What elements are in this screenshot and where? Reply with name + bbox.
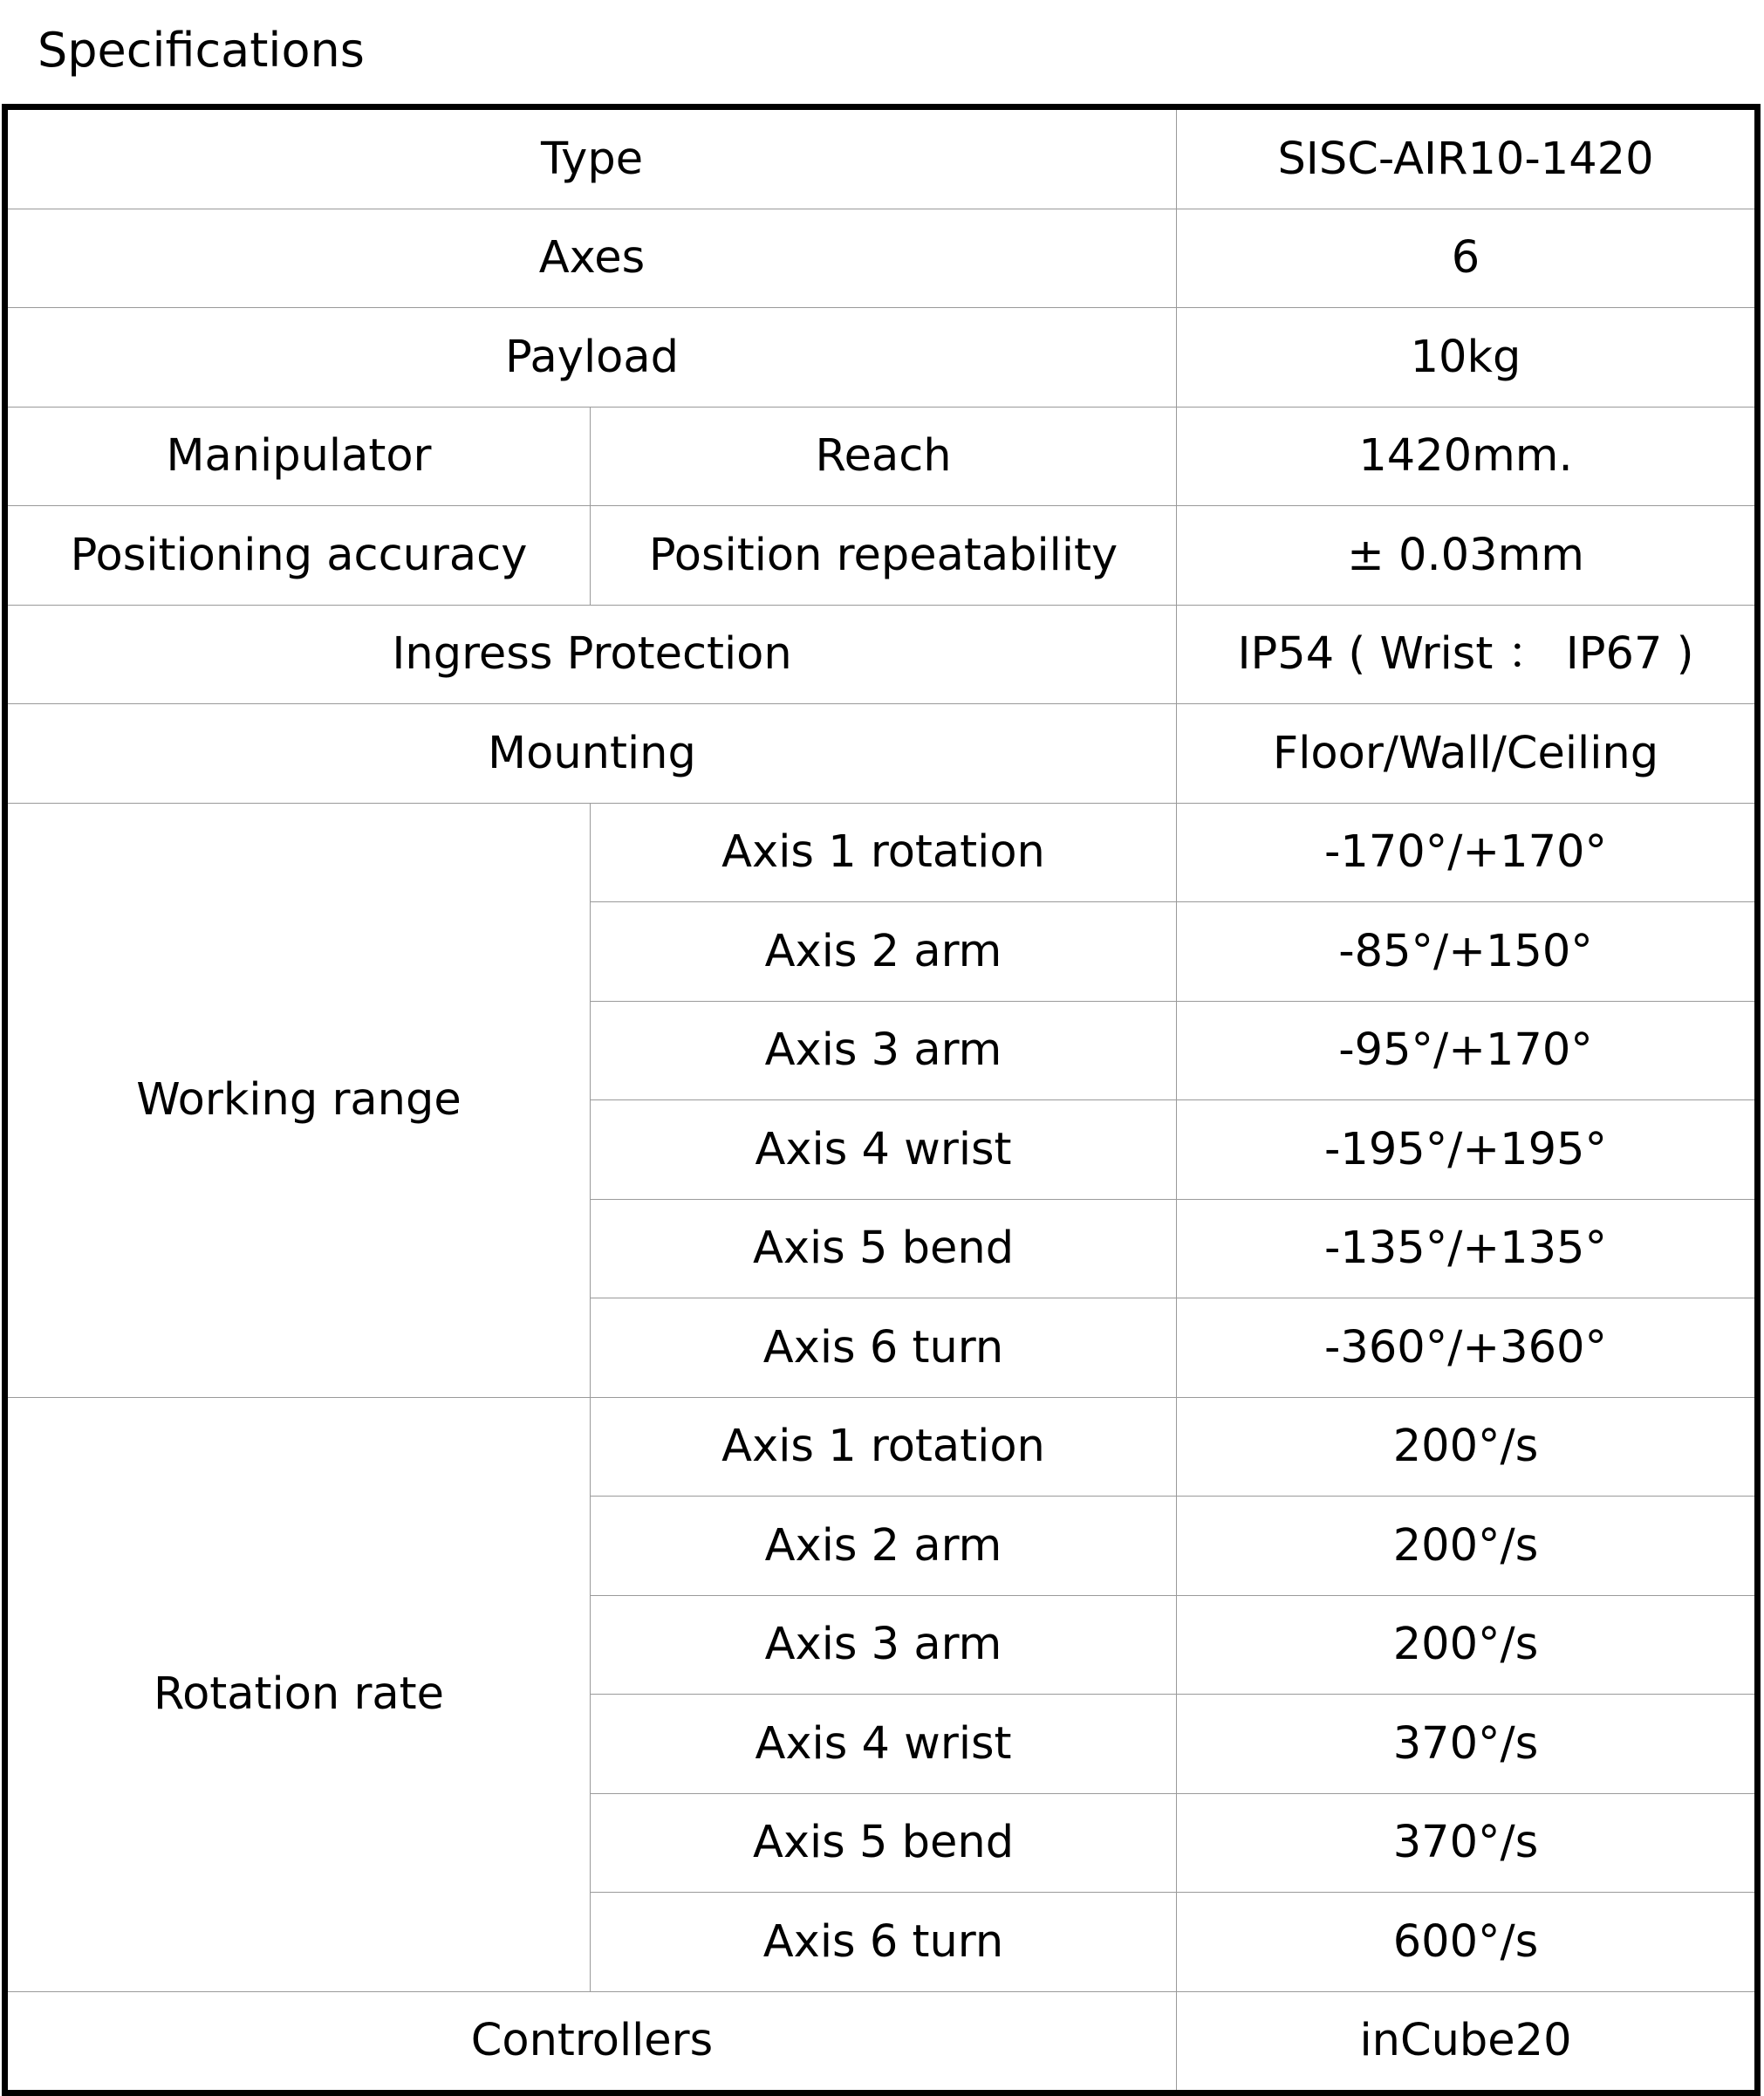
spec-group-manipulator: Manipulator — [5, 407, 591, 506]
spec-label-axes: Axes — [5, 209, 1177, 308]
spec-value-axis: 200°/s — [1177, 1397, 1758, 1497]
spec-value-axis: -135°/+135° — [1177, 1199, 1758, 1298]
table-row-rotation-rate — [5, 1397, 1758, 1497]
table-row-repeatability — [5, 506, 1758, 606]
spec-value-axis: 200°/s — [1177, 1497, 1758, 1596]
spec-value-mounting: Floor/Wall/Ceiling — [1177, 704, 1758, 804]
spec-value-axis: 370°/s — [1177, 1793, 1758, 1893]
spec-label-axis: Axis 2 arm — [591, 1497, 1177, 1596]
spec-value-ingress-protection: IP54 ( Wrist ： IP67 ) — [1177, 605, 1758, 704]
spec-label-type: Type — [5, 107, 1177, 209]
spec-label-axis: Axis 1 rotation — [591, 803, 1177, 902]
spec-value-axis: -360°/+360° — [1177, 1298, 1758, 1398]
spec-value-axis: 600°/s — [1177, 1893, 1758, 1992]
spec-label-axis: Axis 6 turn — [591, 1893, 1177, 1992]
spec-value-axis: -170°/+170° — [1177, 803, 1758, 902]
spec-label-ingress-protection: Ingress Protection — [5, 605, 1177, 704]
table-row-ingress — [5, 605, 1758, 704]
spec-group-positioning-accuracy: Positioning accuracy — [5, 506, 591, 606]
page-title: Specifications — [38, 23, 365, 78]
spec-label-axis: Axis 5 bend — [591, 1199, 1177, 1298]
table-row-controllers — [5, 1991, 1758, 2093]
spec-group-working-range: Working range — [5, 803, 591, 1397]
spec-label-axis: Axis 4 wrist — [591, 1695, 1177, 1794]
table-row-type — [5, 107, 1758, 209]
spec-label-axis: Axis 2 arm — [591, 902, 1177, 1002]
spec-value-type: SISC-AIR10-1420 — [1177, 107, 1758, 209]
spec-label-controllers: Controllers — [5, 1991, 1177, 2093]
spec-label-reach: Reach — [591, 407, 1177, 506]
spec-group-rotation-rate: Rotation rate — [5, 1397, 591, 1991]
spec-label-mounting: Mounting — [5, 704, 1177, 804]
spec-label-axis: Axis 6 turn — [591, 1298, 1177, 1398]
spec-value-axis: 370°/s — [1177, 1695, 1758, 1794]
spec-value-axis: -195°/+195° — [1177, 1100, 1758, 1200]
table-row-payload — [5, 308, 1758, 408]
spec-label-axis: Axis 4 wrist — [591, 1100, 1177, 1200]
spec-value-controllers: inCube20 — [1177, 1991, 1758, 2093]
spec-value-reach: 1420mm. — [1177, 407, 1758, 506]
spec-value-axis: -85°/+150° — [1177, 902, 1758, 1002]
spec-value-axes: 6 — [1177, 209, 1758, 308]
specifications-table — [2, 104, 1761, 2096]
spec-value-axis: -95°/+170° — [1177, 1001, 1758, 1100]
spec-label-axis: Axis 3 arm — [591, 1001, 1177, 1100]
spec-label-axis: Axis 5 bend — [591, 1793, 1177, 1893]
table-row-mounting — [5, 704, 1758, 804]
spec-value-position-repeatability: ± 0.03mm — [1177, 506, 1758, 606]
spec-value-axis: 200°/s — [1177, 1595, 1758, 1695]
spec-value-payload: 10kg — [1177, 308, 1758, 408]
table-row-working-range — [5, 803, 1758, 902]
spec-label-axis: Axis 1 rotation — [591, 1397, 1177, 1497]
spec-label-axis: Axis 3 arm — [591, 1595, 1177, 1695]
table-row-reach — [5, 407, 1758, 506]
spec-label-payload: Payload — [5, 308, 1177, 408]
table-row-axes — [5, 209, 1758, 308]
spec-label-position-repeatability: Position repeatability — [591, 506, 1177, 606]
